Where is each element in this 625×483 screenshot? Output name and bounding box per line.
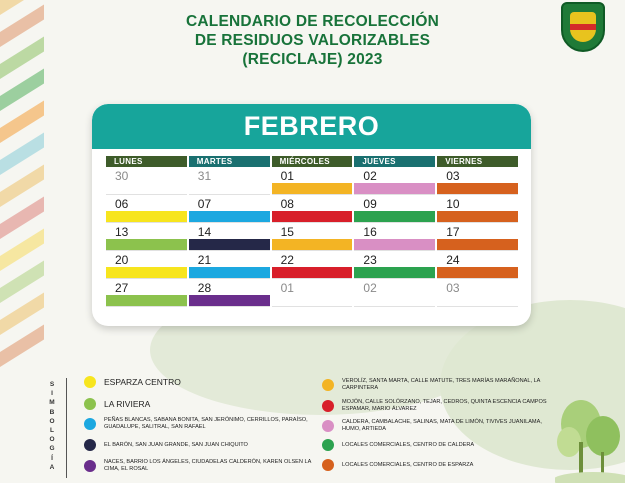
day-number: 16 (363, 225, 377, 239)
legend-color-dot (84, 376, 96, 388)
day-number: 24 (446, 253, 460, 267)
day-number: 07 (197, 197, 212, 211)
day-number: 27 (115, 281, 129, 295)
collection-color-bar (272, 239, 353, 250)
legend-color-dot (322, 400, 334, 412)
legend-item (84, 376, 319, 388)
day-number: 14 (197, 225, 212, 239)
collection-color-bar (106, 295, 187, 306)
day-number: 02 (363, 169, 377, 183)
calendar-day-cell (272, 279, 353, 307)
day-number: 09 (363, 197, 377, 211)
legend-label: ESPARZA CENTRO (104, 377, 181, 387)
legend-label: LOCALES COMERCIALES, CENTRO DE CALDERA (342, 441, 475, 448)
day-number: 31 (197, 169, 212, 183)
legend-color-dot (322, 379, 334, 391)
legend-title (40, 380, 64, 472)
legend-item (84, 417, 319, 431)
collection-color-bar (354, 239, 435, 250)
collection-color-bar (354, 267, 435, 278)
legend-label: EL BARÓN, SAN JUAN GRANDE, SAN JUAN CHIQUITO (104, 441, 248, 448)
legend-item (322, 419, 557, 433)
legend-title-letter: L (50, 427, 54, 435)
calendar-card (92, 104, 531, 326)
day-number: 01 (280, 169, 294, 183)
legend-label: NACES, BARRIO LOS ÁNGELES, CIUDADELAS CALDERÓN, KAREN OLSEN LA CIMA, EL ROSAL (104, 459, 312, 472)
day-number: 13 (115, 225, 129, 239)
calendar-day-cell (189, 167, 270, 195)
legend-color-dot (84, 460, 96, 472)
legend-item (84, 398, 319, 410)
calendar-day-cell (106, 223, 187, 251)
legend-title-letter: M (49, 399, 55, 407)
day-number: 30 (115, 169, 129, 183)
calendar-day-cell (437, 251, 518, 279)
day-number: 10 (446, 197, 460, 211)
calendar-day-cell (106, 167, 187, 195)
calendar-day-cell (272, 195, 353, 223)
day-number: 23 (363, 253, 377, 267)
calendar-day-cell (272, 251, 353, 279)
legend-divider (66, 378, 67, 478)
weekday-header: LUNES (106, 156, 187, 167)
calendar-day-cell (354, 167, 435, 195)
collection-color-bar (272, 183, 353, 194)
legend-color-dot (84, 439, 96, 451)
calendar-day-cell (354, 223, 435, 251)
legend-color-dot (322, 420, 334, 432)
calendar-day-cell (437, 223, 518, 251)
day-number: 22 (280, 253, 294, 267)
calendar-day-cell (437, 279, 518, 307)
legend-title-letter: Í (51, 454, 53, 462)
legend-title-letter: O (49, 417, 55, 425)
shield-band (570, 24, 596, 30)
calendar-day-cell (272, 223, 353, 251)
calendar-day-cell (272, 167, 353, 195)
legend-title-letter: B (49, 408, 55, 416)
weekday-header: VIERNES (437, 156, 518, 167)
collection-color-bar (437, 183, 518, 194)
collection-color-bar (106, 267, 187, 278)
calendar-day-cell (354, 279, 435, 307)
title-line-3: (RECICLAJE) 2023 (242, 51, 383, 68)
collection-color-bar (189, 211, 270, 222)
collection-color-bar (437, 211, 518, 222)
municipal-shield-logo (561, 2, 605, 52)
legend-title-letter: O (49, 436, 55, 444)
legend-title-letter: I (51, 390, 53, 398)
day-number: 03 (446, 169, 460, 183)
collection-color-bar (189, 239, 270, 250)
day-number: 08 (280, 197, 294, 211)
calendar-day-cell (189, 251, 270, 279)
day-number: 03 (446, 281, 460, 295)
day-number: 21 (197, 253, 212, 267)
trees-illustration (555, 382, 625, 483)
day-number: 06 (115, 197, 129, 211)
calendar-day-cell (189, 223, 270, 251)
collection-color-bar (106, 239, 187, 250)
calendar-day-cell (189, 279, 270, 307)
collection-color-bar (272, 267, 353, 278)
legend-color-dot (84, 418, 96, 430)
legend-title-letter: A (49, 463, 55, 471)
calendar-day-cell (354, 251, 435, 279)
day-number: 17 (446, 225, 460, 239)
legend-item (322, 459, 557, 471)
day-number: 02 (363, 281, 377, 295)
collection-color-bar (437, 267, 518, 278)
title-line-1: CALENDARIO DE RECOLECCIÓN (185, 13, 439, 30)
month-title: FEBRERO (243, 111, 380, 141)
legend-color-dot (84, 398, 96, 410)
weekday-header: MARTES (189, 156, 270, 167)
legend-item (322, 439, 557, 451)
collection-color-bar (106, 211, 187, 222)
weekday-header: MIÉRCOLES (272, 156, 353, 167)
legend-label: VEROLÍZ, SANTA MARTA, CALLE MATUTE, TRES MARÍAS MARAÑONAL, LA CARPINTERA (342, 378, 541, 391)
legend-label: LOCALES COMERCIALES, CENTRO DE ESPARZA (342, 461, 474, 468)
legend-title-letter: S (49, 381, 55, 388)
calendar-day-cell (106, 195, 187, 223)
day-number: 20 (115, 253, 129, 267)
collection-color-bar (189, 267, 270, 278)
page-title (100, 12, 525, 69)
decorative-stripes (0, 0, 44, 483)
legend-label: CALDERA, CAMBALACHE, SALINAS, MATA DE LIMÓN, TIVIVES JUANILAMA, HUMO, ARTIEDA (342, 419, 542, 432)
legend-item (84, 459, 319, 473)
legend-item (84, 439, 319, 451)
calendar-day-cell (437, 167, 518, 195)
collection-color-bar (437, 239, 518, 250)
legend-item (322, 399, 557, 413)
title-line-2: DE RESIDUOS VALORIZABLES (194, 32, 431, 49)
day-number: 01 (280, 281, 294, 295)
collection-color-bar (272, 211, 353, 222)
legend-label: MOJÓN, CALLE SOLÓRZANO, TEJAR, CEDROS, QUINTA ESCENCIA CAMPOS ESPAMAR, MARIO ÁLVAREZ (342, 399, 547, 412)
day-number: 28 (197, 281, 212, 295)
legend-item (322, 378, 557, 392)
month-header (92, 104, 531, 149)
day-number: 15 (280, 225, 294, 239)
calendar-grid (106, 156, 518, 307)
calendar-day-cell (437, 195, 518, 223)
legend-color-dot (322, 459, 334, 471)
calendar-day-cell (106, 251, 187, 279)
legend-color-dot (322, 439, 334, 451)
weekday-header: JUEVES (354, 156, 435, 167)
legend-label: PEÑAS BLANCAS, SABANA BONITA, SAN JERÓNIMO, CERRILLOS, PARAÍSO, GUADALUPE, SALITRAL, SAN RAFAEL (104, 417, 308, 430)
collection-color-bar (354, 183, 435, 194)
calendar-day-cell (354, 195, 435, 223)
collection-color-bar (189, 295, 270, 306)
calendar-day-cell (189, 195, 270, 223)
legend-label: LA RIVIERA (104, 399, 151, 409)
collection-color-bar (354, 211, 435, 222)
calendar-day-cell (106, 279, 187, 307)
legend-title-letter: G (49, 445, 55, 453)
